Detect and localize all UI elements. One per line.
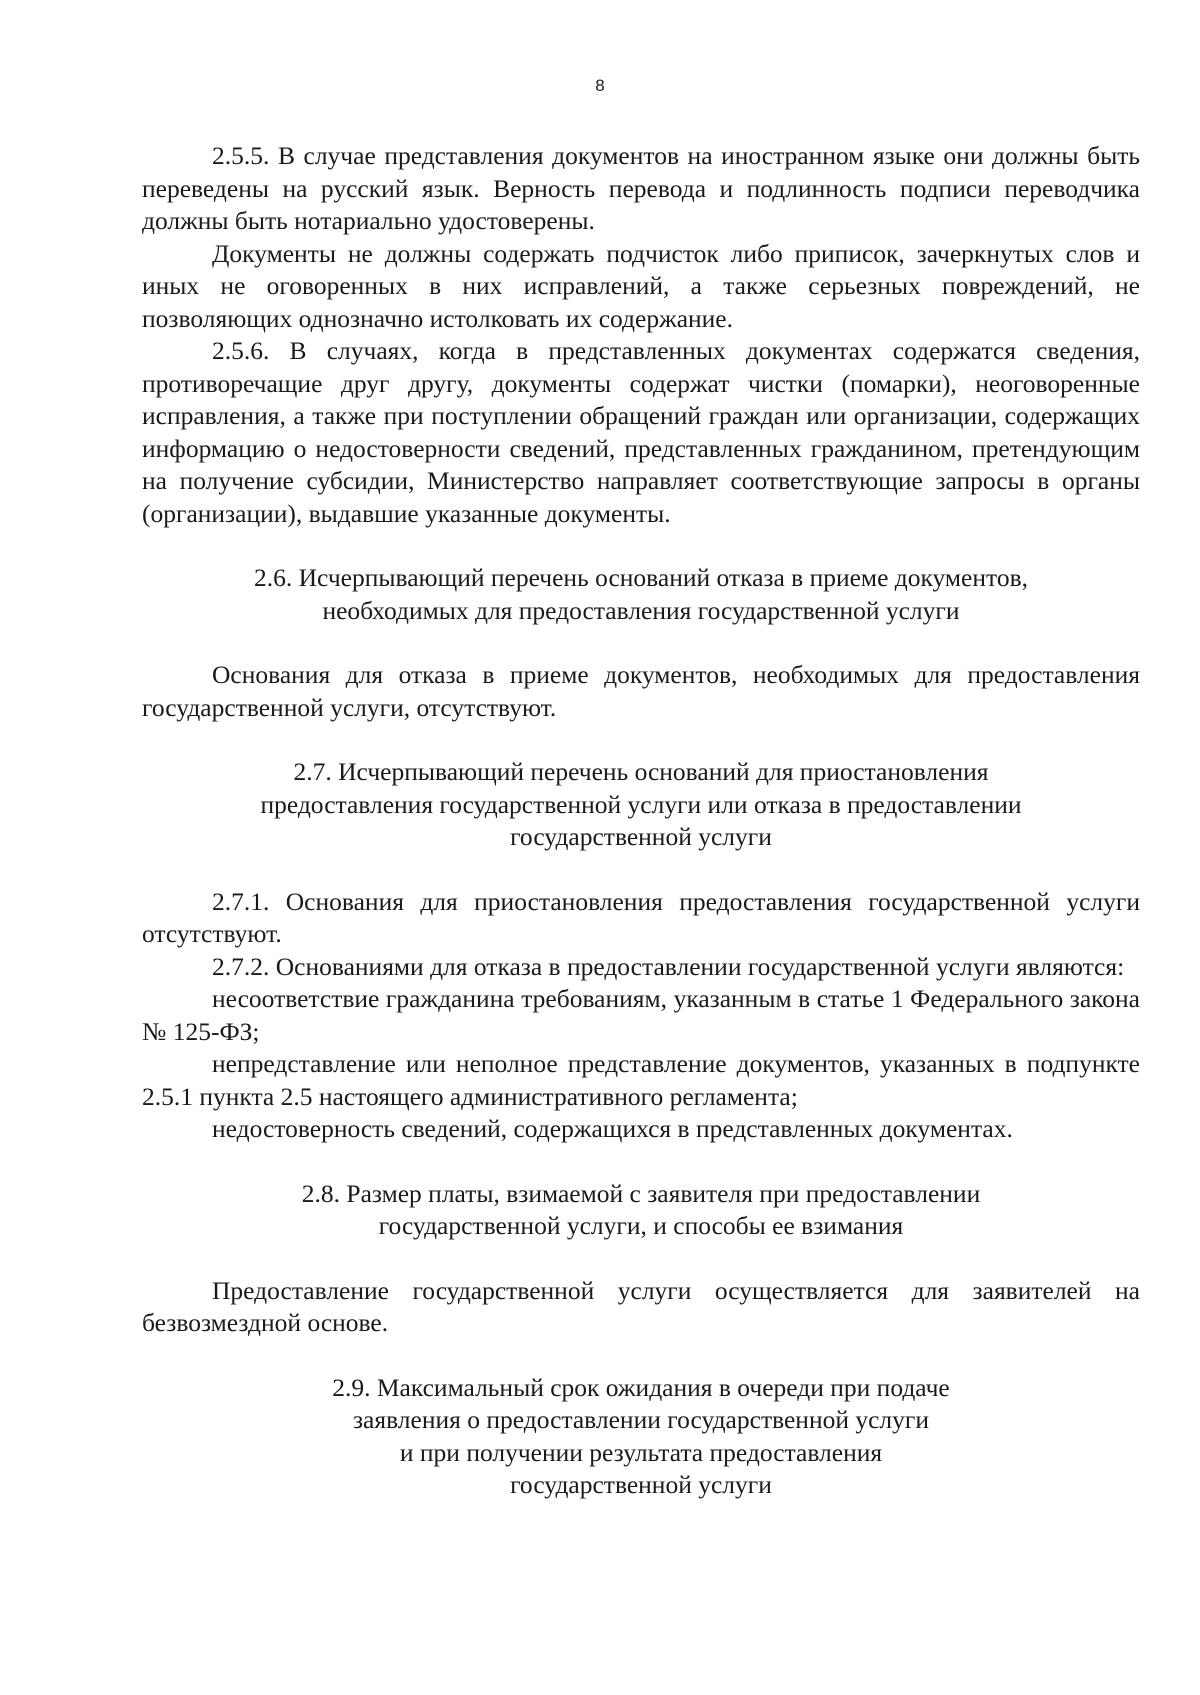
- heading-line: необходимых для предоставления государственной услуги: [322, 595, 960, 625]
- paragraph-2-7-1: 2.7.1. Основания для приостановления предоставления государственной услуги отсутствуют.: [142, 886, 1140, 948]
- heading-line: 2.7. Исчерпывающий перечень оснований для приостановления: [293, 757, 989, 786]
- paragraph-2-5-6: 2.5.6. В случаях, когда в представленных документах содержатся сведения, противоречащие друг другу, документы содержат чистки (помарки), неоговоренные исправления, а также при поступлении обращений граждан или организации, содержащих информацию о недостоверности сведений, представленных гражданином, претендующим на получение субсидии, Министерство направляет соответствующие запросы в органы (организации), выдавшие указанные документы.: [142, 336, 1140, 528]
- heading-line: государственной услуги: [510, 822, 772, 851]
- section-heading-2-8: [142, 1178, 1140, 1243]
- heading-line: предоставления государственной услуги или отказа в предоставлении: [260, 789, 1022, 819]
- paragraph-2-7-2: 2.7.2. Основаниями для отказа в предоставлении государственной услуги являются:: [212, 951, 1125, 981]
- section-heading-2-9: [142, 1372, 1140, 1502]
- heading-line: государственной услуги: [510, 1470, 772, 1499]
- heading-line: государственной услуги, и способы ее взимания: [378, 1211, 904, 1240]
- paragraph-documents-requirements: Документы не должны содержать подчисток либо приписок, зачеркнутых слов и иных не оговоренных в них исправлений, а также серьезных повреждений, не позволяющих однозначно истолковать их содержание.: [142, 238, 1140, 333]
- section-heading-2-6: [142, 562, 1140, 627]
- heading-line: 2.9. Максимальный срок ожидания в очереди при подаче: [332, 1372, 950, 1402]
- heading-line: и при получении результата предоставления: [399, 1437, 883, 1467]
- page-number: 8: [595, 76, 605, 95]
- heading-line: заявления о предоставлении государственной услуги: [352, 1405, 930, 1434]
- paragraph-2-6-body: Основания для отказа в приеме документов, необходимых для предоставления государственной услуги, отсутствуют.: [142, 660, 1140, 722]
- list-item-reason-1: несоответствие гражданина требованиям, указанным в статье 1 Федерального закона № 125-ФЗ;: [142, 984, 1140, 1046]
- paragraph-2-5-5: 2.5.5. В случае представления документов на иностранном языке они должны быть переведены на русский язык. Верность перевода и подлинность подписи переводчика должны быть нотариально удостоверены.: [142, 141, 1140, 235]
- document-body: [142, 140, 1140, 1502]
- heading-line: 2.8. Размер платы, взимаемой с заявителя при предоставлении: [301, 1178, 981, 1208]
- heading-line: 2.6. Исчерпывающий перечень оснований отказа в приеме документов,: [253, 563, 1028, 592]
- list-item-reason-2: непредставление или неполное представление документов, указанных в подпункте 2.5.1 пункта 2.5 настоящего административного регламента;: [142, 1049, 1140, 1111]
- section-heading-2-7: [142, 756, 1140, 854]
- paragraph-2-8-body: Предоставление государственной услуги осуществляется для заявителей на безвозмездной основе.: [142, 1275, 1140, 1337]
- list-item-reason-3: недостоверность сведений, содержащихся в представленных документах.: [212, 1114, 1013, 1143]
